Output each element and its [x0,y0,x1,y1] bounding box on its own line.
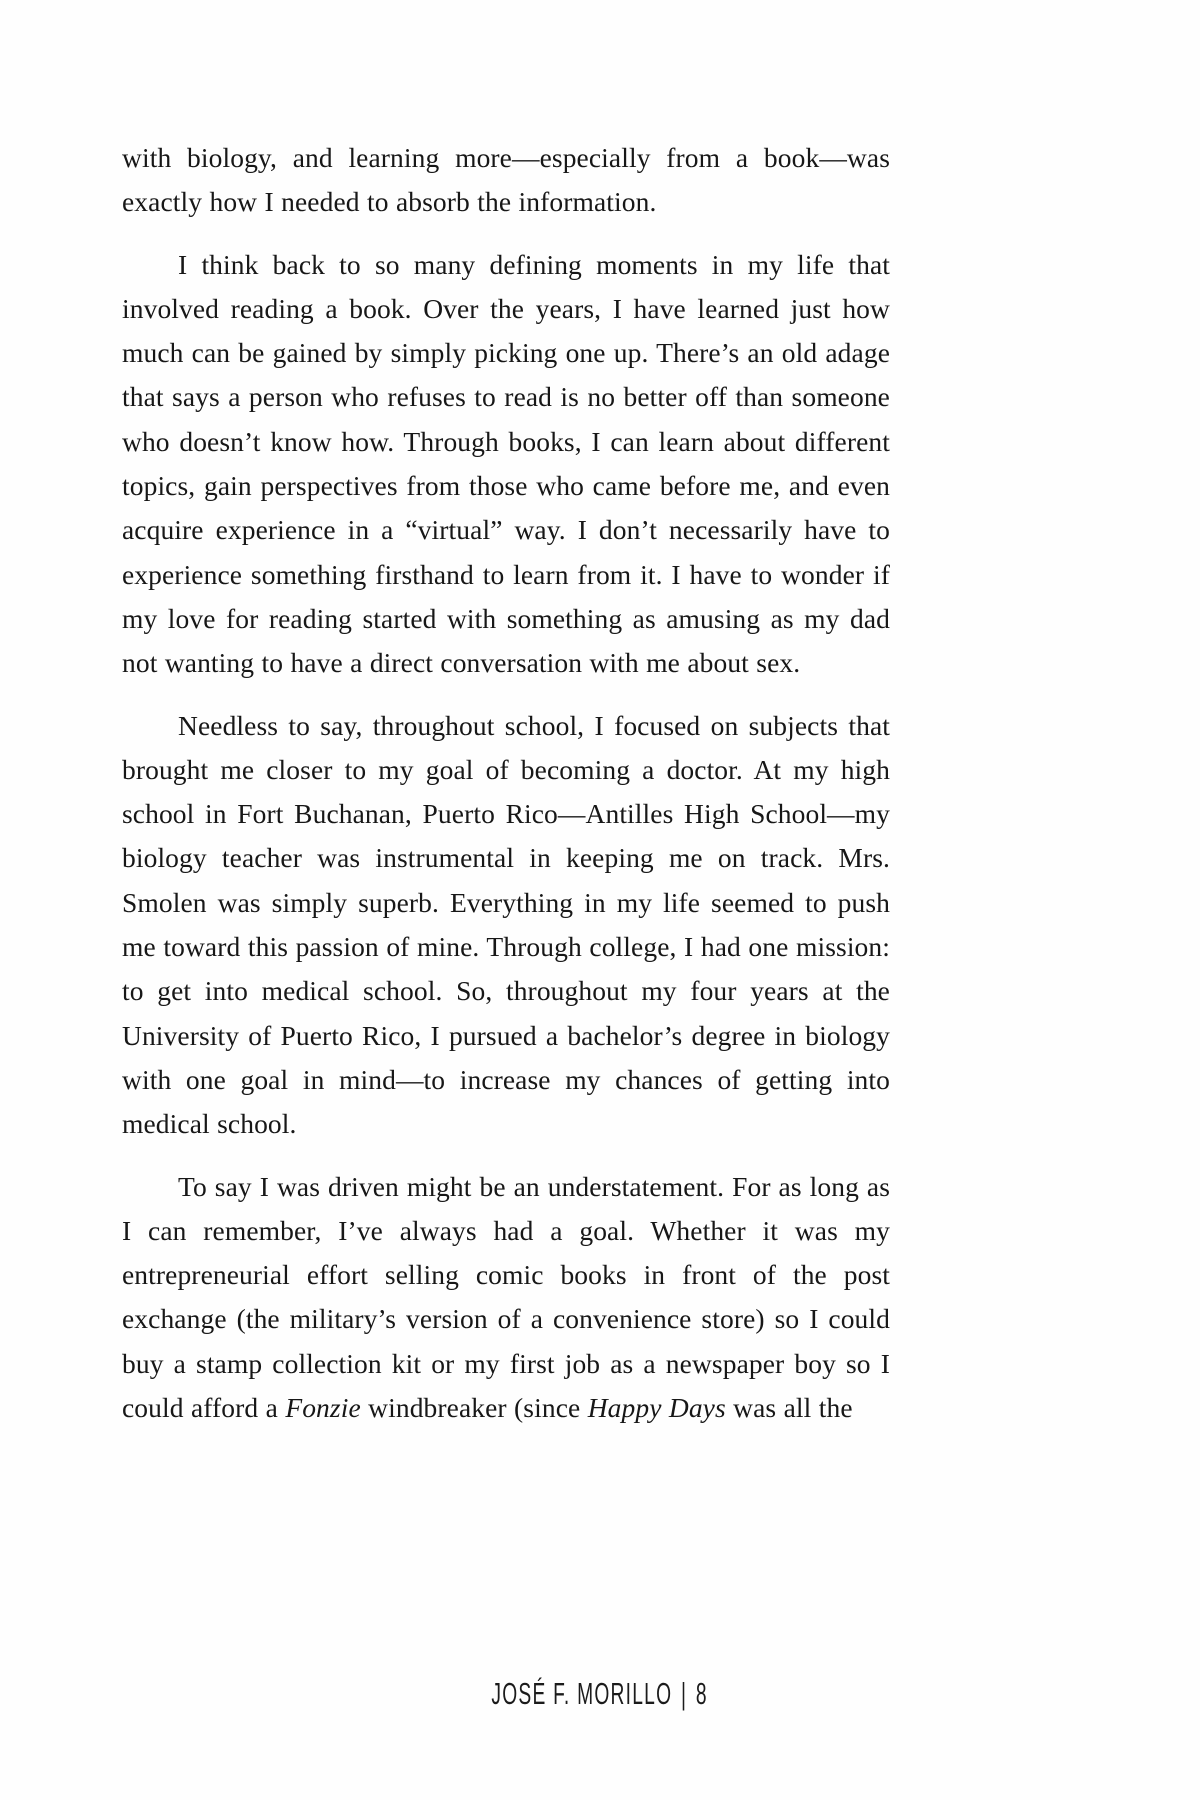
title-happy-days: Happy Days [587,1392,726,1424]
footer-page-number: 8 [696,1676,709,1711]
footer-inner [492,1676,708,1712]
paragraph-driven-seg-0: To say I was driven might be an understatement. For as long as I can remember, I’ve always had a goal. Whether it was my entrepreneurial effort selling comic books in front of the post exchange (the military’s version of a convenience store) so I could buy a stamp collection kit or my first job as a newspaper boy so I could afford a [122,1170,890,1424]
page-text-block [122,136,890,1430]
paragraph-driven [122,1165,890,1431]
paragraph-school-focus: Needless to say, throughout school, I focused on subjects that brought me closer to my goal of becoming a doctor. At my high school in Fort Buchanan, Puerto Rico—Antilles High School—my biology teacher was instrumental in keeping me on track. Mrs. Smolen was simply superb. Everything in my life seemed to push me toward this passion of mine. Through college, I had one mission: to get into medical school. So, throughout my four years at the University of Puerto Rico, I pursued a bachelor’s degree in biology with one goal in mind—to increase my chances of getting into medical school. [122,709,890,1140]
paragraph-defining-moments: I think back to so many defining moments in my life that involved reading a book. Over the years, I have learned just how much can be gained by simply picking one up. There’s an old adage that says a person who refuses to read is no better off than someone who doesn’t know how. Through books, I can learn about different topics, gain perspectives from those who came before me, and even acquire experience in a “virtual” way. I don’t necessarily have to experience something firsthand to learn from it. I have to wonder if my love for reading started with something as amusing as my dad not wanting to have a direct conversation with me about sex. [122,248,890,679]
footer-separator: | [681,1676,688,1711]
paragraph-continued: with biology, and learning more—especially from a book—was exactly how I needed to absorb the information. [122,142,890,218]
title-fonzie: Fonzie [285,1392,361,1424]
paragraph-driven-seg-4: was all the [725,1392,853,1424]
footer-author: JOSÉ F. MORILLO [491,1676,673,1711]
paragraph-driven-seg-2: windbreaker (since [360,1392,588,1424]
page-footer [0,1676,1200,1712]
